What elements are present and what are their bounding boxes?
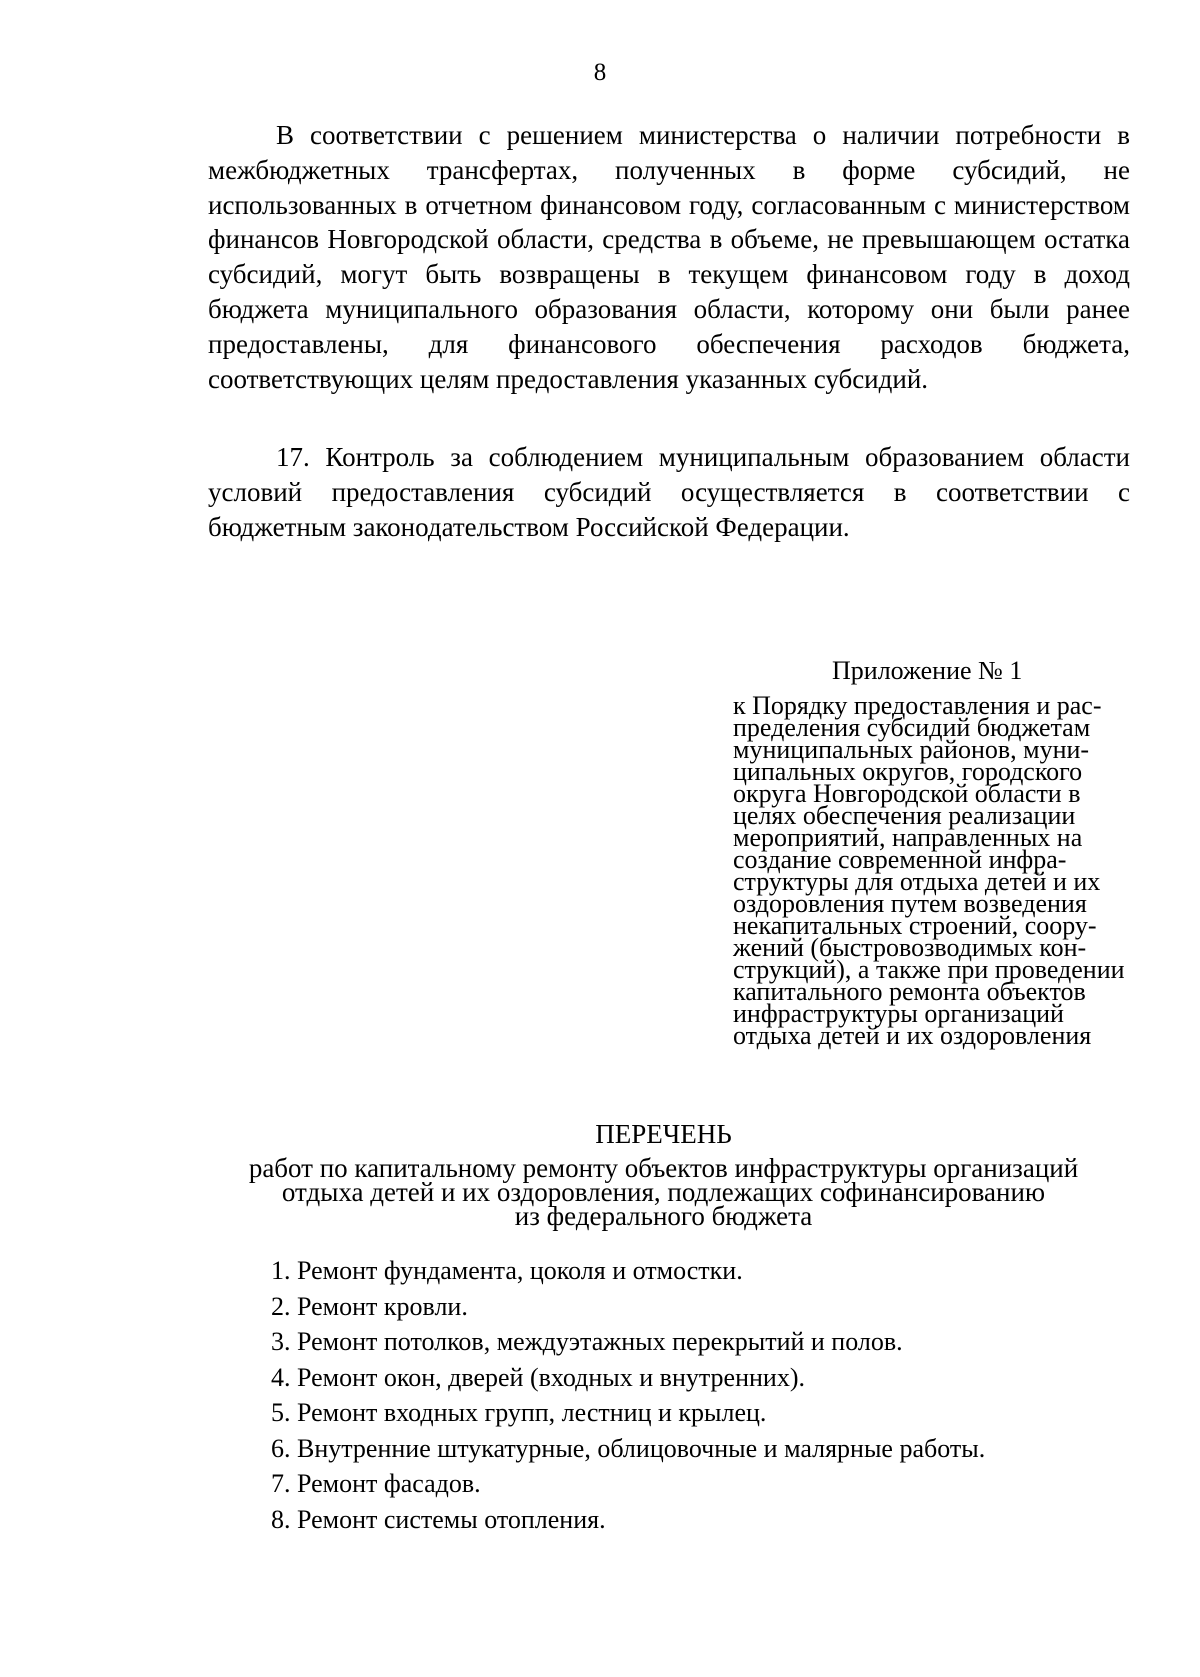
list-item: 7. Ремонт фасадов. <box>271 1469 481 1498</box>
list-item: 2. Ремонт кровли. <box>271 1291 468 1321</box>
paragraph-text: В соответствии с решением министерства о наличии потребности в межбюджетных трансфертах, полученных в форме субсидий, не использованных в отчетном финансовом году, согласованным с министерством финансов Новгородской области, средства в объеме, не превышающем остатка субсидий, могут быть возвращены в текущем финансовом году в доход бюджета муниципального образования области, которому они были ранее предоставлены, для финансового обеспечения расходов бюджета, соответствующих целям предоставления указанных субсидий. <box>208 120 1130 394</box>
list-item: 5. Ремонт входных групп, лестниц и крылец. <box>271 1398 767 1427</box>
appendix-reference-line: оздоровления путем возведения <box>733 889 1087 918</box>
list-subtitle-line: работ по капитальному ремонту объектов инфраструктуры организаций <box>248 1153 1079 1183</box>
list-item: 4. Ремонт окон, дверей (входных и внутренних). <box>271 1362 805 1392</box>
list-subtitle <box>0 1153 1200 1231</box>
list-item: 1. Ремонт фундамента, цоколя и отмостки. <box>271 1256 743 1285</box>
appendix-reference-line: целях обеспечения реализации <box>733 801 1076 830</box>
appendix-reference-line: ципальных округов, городского <box>733 757 1083 786</box>
appendix-reference-line: мероприятий, направленных на <box>733 823 1083 852</box>
appendix-reference-line: пределения субсидий бюджетам <box>733 713 1091 742</box>
appendix-reference-block <box>733 691 1138 1050</box>
appendix-reference-line: струкций), а также при проведении <box>733 955 1125 984</box>
list-title: ПЕРЕЧЕНЬ <box>595 1119 732 1149</box>
appendix-reference-line: некапитальных строений, соору- <box>733 911 1097 940</box>
appendix-reference-line: структуры для отдыха детей и их <box>733 867 1101 896</box>
body-paragraph-return-of-funds <box>208 118 1130 396</box>
appendix-reference-line: округа Новгородской области в <box>733 779 1081 808</box>
appendix-reference-line: создание современной инфра- <box>733 845 1067 874</box>
appendix-title: Приложение № 1 <box>832 656 1023 685</box>
appendix-reference-line: инфраструктуры организаций <box>733 999 1064 1028</box>
body-paragraph-17-control <box>208 440 1130 544</box>
list-item: 3. Ремонт потолков, междуэтажных перекрытий и полов. <box>271 1327 903 1356</box>
appendix-reference-line: жений (быстровозводимых кон- <box>733 933 1087 962</box>
appendix-reference-line: капитального ремонта объектов <box>733 977 1086 1006</box>
list-subtitle-line: отдыха детей и их оздоровления, подлежащих софинансированию <box>281 1177 1046 1207</box>
appendix-reference-line: к Порядку предоставления и рас- <box>733 691 1102 720</box>
works-list <box>271 1253 985 1537</box>
list-subtitle-line: из федерального бюджета <box>514 1201 813 1231</box>
page-number: 8 <box>593 59 607 86</box>
paragraph-text: 17. Контроль за соблюдением муниципальным образованием области условий предоставления субсидий осуществляется в соответствии с бюджетным законодательством Российской Федерации. <box>208 442 1130 542</box>
appendix-reference-line: муниципальных районов, муни- <box>733 735 1090 764</box>
appendix-reference-line: отдыха детей и их оздоровления <box>733 1021 1092 1050</box>
list-item: 8. Ремонт системы отопления. <box>271 1504 606 1534</box>
list-item: 6. Внутренние штукатурные, облицовочные и малярные работы. <box>271 1433 986 1463</box>
